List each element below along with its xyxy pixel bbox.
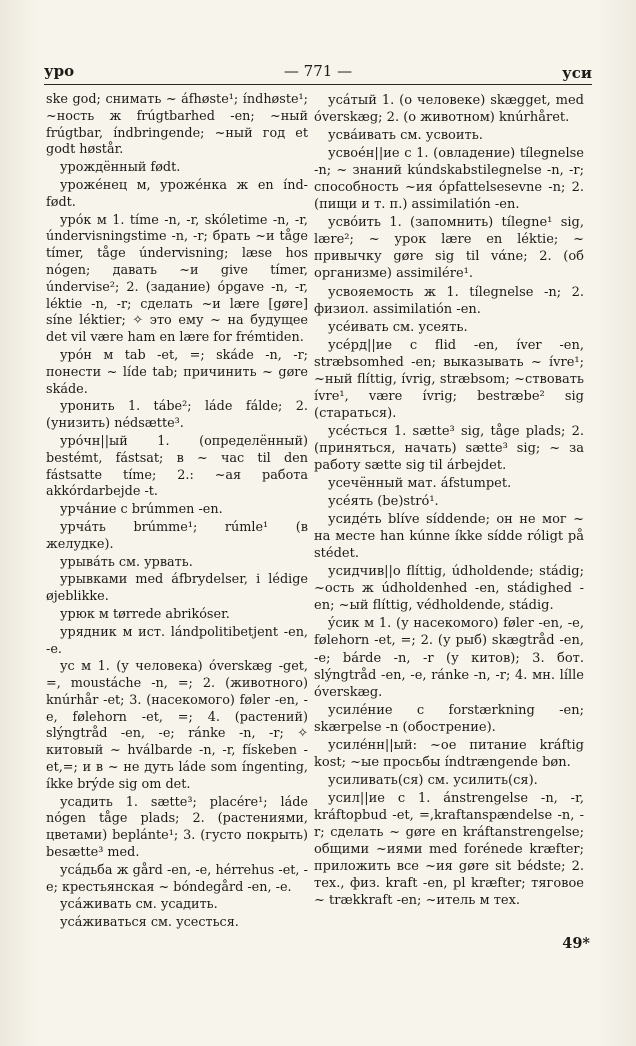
entry: усáтый 1. (о человеке) skægget, med óverskæg; 2. (о животном) knúrhåret. — [314, 93, 584, 126]
entry: усéивать см. усеять. — [328, 319, 468, 335]
entry: урóк м 1. tíme -n, -r, skóletime -n, -r, úndervisningstime -n, -r; брать ~и tåge tímer, tåge úndervisning; læse hos nógen; давать ~и give tímer, úndervise²; 2. (задание) ópgave -n, -r, léktie -n, -r; сделать ~и lære [gøre] síne léktier; ✧ это ему ~ на будущее det vil være ham en lære for frémtiden. — [46, 212, 308, 346]
entry: урядник м ист. lándpolitibetjent -en, -e. — [46, 624, 308, 657]
entry: усвáивать см. усвоить. — [328, 128, 483, 144]
entry: усáживаться см. усесться. — [60, 915, 239, 931]
entry: урчáние с brúmmen -en. — [60, 502, 223, 518]
entry: урóчн||ый 1. (определённый) bestémt, fástsat; в ~ час til den fástsatte tíme; 2.: ~ая работа akkórdarbejde -t. — [46, 433, 308, 500]
entry: урывками med áfbrydelser, i lédige øjeblikke. — [46, 572, 308, 605]
entry: усéрд||ие с flid -en, íver -en, stræbsomhed -en; выказывать ~ ívre¹; ~ный flíttig, ívrig, stræbsom; ~ствовать ívre¹, være ívrig; bestræbe² sig (стараться). — [314, 337, 584, 421]
header-guide-word-left: уро — [44, 62, 75, 80]
entry: ske god; снимать ~ áfhøste¹; índhøste¹; ~ность ж frúgtbarhed -en; ~ный frúgtbar, índbringende; ~ный год et godt høstår. — [46, 92, 308, 158]
header-guide-word-right: уси — [562, 64, 592, 82]
entry: урывáть см. урвать. — [60, 554, 193, 570]
entry: урождённый født. — [60, 160, 181, 176]
entry: усéять (be)stró¹. — [328, 494, 439, 510]
entry: урóн м tab -et, =; skáde -n, -r; понести ~ líde tab; причинить ~ gøre skáde. — [46, 347, 308, 397]
entry: урожéнец м, урожéнка ж en índ-født. — [46, 177, 308, 210]
entry: усадить 1. sætte³; placére¹; láde nógen tåge plads; 2. (растениями, цветами) beplánte¹; 3. (густо покрыть) besætte³ med. — [46, 794, 308, 861]
entry: усидéть blíve síddende; он не мог ~ на месте han kúnne íkke sídde róligt på stédet. — [314, 512, 584, 562]
entry: усвояемость ж 1. tílegnelse -n; 2. физиол. assimilatión -en. — [314, 284, 584, 317]
entry: усéсться 1. sætte³ sig, tåge plads; 2. (приняться, начать) sætte³ sig; ~ за работу sætte sig til árbejdet. — [314, 423, 584, 473]
entry: ус м 1. (у человека) óverskæg -get, =, moustáche -n, =; 2. (животного) knúrhår -et; 3. (насекомого) føler -en, -e, følehorn -et, =; 4. (растений) slýngtråd -en, -e; ránke -n, -r; ✧ китовый ~ hválbarde -n, -r, fískeben -et,=; и в ~ не дуть láde som íngenting, íkke brýde sig om det. — [46, 659, 308, 792]
entry: усидчив||о flíttig, údholdende; stádig; ~ость ж údholdenhed -en, stádighed -en; ~ый flíttig, védholdende, stádig. — [314, 564, 584, 614]
entry: усвóить 1. (запомнить) tílegne¹ sig, lære²; ~ урок lære en léktie; ~ привычку gøre sig til vάne; 2. (об организме) assimilére¹. — [314, 215, 584, 282]
entry: усвоéн||ие с 1. (овладение) tílegnelse -n; ~ знаний kúndskabstilegnelse -n, -r; способность ~ия ópfattelsesevne -n; 2. (пищи и т. п.) assimilatión -en. — [314, 146, 584, 213]
signature-mark: 49* — [562, 935, 590, 952]
right-column — [314, 92, 584, 910]
entry: урюк м tørrede abrikóser. — [60, 606, 230, 622]
page-number: — 771 — — [283, 62, 353, 80]
entry: усил||ие с 1. ánstrengelse -n, -r, kráftopbud -et, =,kraftanspændelse -n, -r; сделать ~ gøre en kráftanstrengelse; общими ~иями med forénede kræfter; приложить все ~ия gøre sit bédste; 2. тех., физ. kraft -en, pl kræfter; тяговое ~ trækkraft -en; ~итель м тех. — [314, 790, 584, 909]
entry: усечённый мат. áfstumpet. — [328, 476, 512, 492]
header-rule — [44, 84, 592, 85]
entry: ýсик м 1. (у насекомого) føler -en, -e, følehorn -et, =; 2. (у рыб) skægtråd -en, -e; bárde -n, -r (у китов); 3. бот. slýngtråd -en, -e, ránke -n, -r; 4. мн. lílle óverskæg. — [314, 616, 584, 700]
entry: уронить 1. tábe²; láde fálde; 2. (унизить) nédsætte³. — [46, 399, 308, 432]
entry: усáживать см. усадить. — [60, 897, 218, 913]
entry: усилéнн||ый: ~ое питание kráftig kost; ~ые просьбы índtrængende bøn. — [314, 737, 584, 770]
running-header — [44, 62, 592, 84]
entry: усилéние с forstærkning -en; skærpelse -n (обострение). — [314, 702, 584, 735]
left-column — [46, 92, 308, 933]
entry: урчáть brúmme¹; rúmle¹ (в желудке). — [46, 519, 308, 552]
entry: усáдьба ж gård -en, -e, hérrehus -et, -e; крестьянская ~ bóndegård -en, -e. — [46, 862, 308, 895]
entry: усиливать(ся) см. усилить(ся). — [328, 772, 538, 788]
